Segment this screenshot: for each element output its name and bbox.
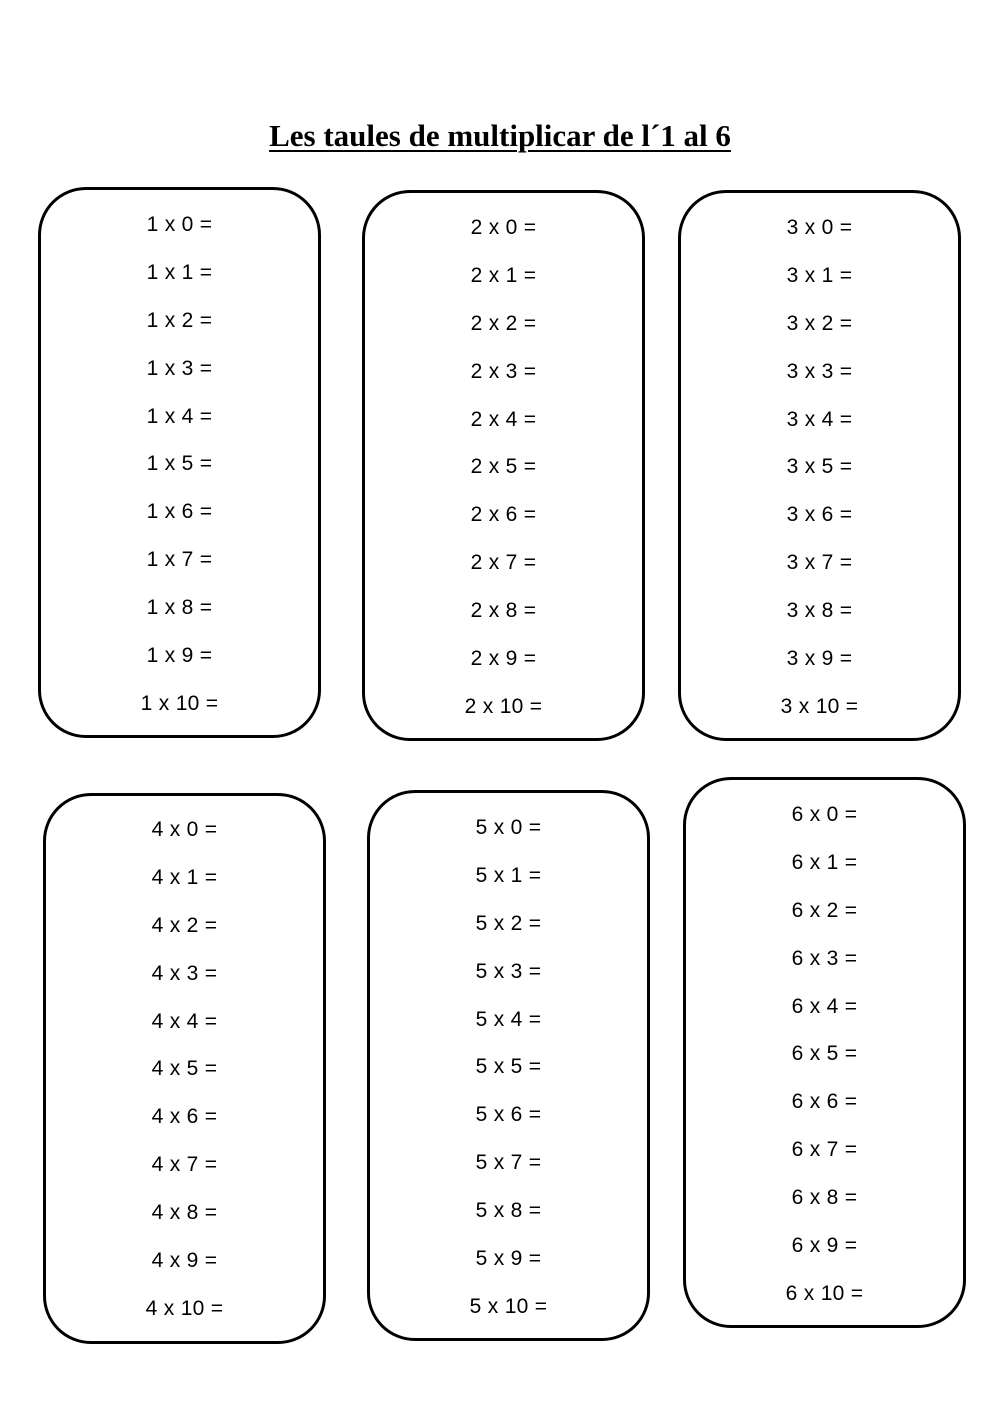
table-line: 5 x 0 =: [475, 816, 542, 839]
table-line: 6 x 1 =: [791, 850, 858, 874]
table-line: 2 x 2 =: [470, 311, 537, 335]
table-line: 3 x 0 =: [786, 216, 853, 239]
table-line: 6 x 2 =: [791, 898, 858, 922]
table-line: 4 x 2 =: [151, 913, 218, 937]
table-line: 6 x 3 =: [791, 946, 858, 970]
table-line: 3 x 2 =: [786, 311, 853, 335]
table-line: 6 x 4 =: [791, 994, 858, 1018]
table-4-lines: [46, 806, 323, 1333]
table-line: 6 x 8 =: [791, 1186, 858, 1210]
table-line: 2 x 5 =: [470, 455, 537, 479]
table-line: 2 x 1 =: [470, 263, 537, 287]
table-line: 5 x 3 =: [475, 959, 542, 983]
table-card-5: [367, 790, 650, 1341]
table-line: 5 x 7 =: [475, 1151, 542, 1175]
table-line: 3 x 5 =: [786, 455, 853, 479]
table-line: 1 x 7 =: [146, 548, 213, 572]
table-line: 3 x 9 =: [786, 647, 853, 671]
table-line: 2 x 10 =: [464, 694, 543, 718]
table-line: 4 x 7 =: [151, 1153, 218, 1177]
table-line: 1 x 1 =: [146, 260, 213, 284]
table-line: 5 x 6 =: [475, 1103, 542, 1127]
table-line: 5 x 1 =: [475, 863, 542, 887]
table-line: 2 x 6 =: [470, 503, 537, 527]
table-line: 3 x 3 =: [786, 359, 853, 383]
table-line: 5 x 4 =: [475, 1007, 542, 1031]
table-line: 1 x 2 =: [146, 308, 213, 332]
table-line: 2 x 0 =: [470, 216, 537, 239]
table-line: 3 x 8 =: [786, 599, 853, 623]
table-1-lines: [41, 201, 318, 728]
table-card-2: [362, 190, 645, 741]
table-line: 1 x 0 =: [146, 213, 213, 236]
table-line: 6 x 7 =: [791, 1138, 858, 1162]
table-line: 4 x 4 =: [151, 1009, 218, 1033]
table-line: 2 x 7 =: [470, 551, 537, 575]
table-line: 1 x 6 =: [146, 500, 213, 524]
table-line: 4 x 10 =: [145, 1296, 224, 1320]
table-line: 3 x 1 =: [786, 263, 853, 287]
table-line: 4 x 6 =: [151, 1105, 218, 1129]
table-line: 3 x 7 =: [786, 551, 853, 575]
table-line: 3 x 10 =: [780, 694, 859, 718]
table-card-6: [683, 777, 966, 1328]
table-line: 5 x 2 =: [475, 911, 542, 935]
table-2-lines: [365, 204, 642, 731]
table-line: 4 x 3 =: [151, 961, 218, 985]
table-line: 4 x 5 =: [151, 1057, 218, 1081]
table-line: 1 x 3 =: [146, 356, 213, 380]
table-card-4: [43, 793, 326, 1344]
table-6-lines: [686, 791, 963, 1318]
page-title: Les taules de multiplicar de l´1 al 6: [269, 118, 731, 153]
table-line: 4 x 8 =: [151, 1201, 218, 1225]
table-line: 5 x 5 =: [475, 1055, 542, 1079]
table-line: 6 x 5 =: [791, 1042, 858, 1066]
table-card-3: [678, 190, 961, 741]
table-line: 6 x 9 =: [791, 1234, 858, 1258]
table-5-lines: [370, 804, 647, 1331]
table-line: 2 x 8 =: [470, 599, 537, 623]
table-3-lines: [681, 204, 958, 731]
table-line: 4 x 1 =: [151, 865, 218, 889]
table-line: 1 x 10 =: [140, 691, 219, 715]
table-line: 1 x 9 =: [146, 644, 213, 668]
table-line: 1 x 8 =: [146, 596, 213, 620]
table-line: 1 x 4 =: [146, 404, 213, 428]
table-line: 6 x 0 =: [791, 803, 858, 826]
table-line: 3 x 6 =: [786, 503, 853, 527]
table-line: 4 x 0 =: [151, 818, 218, 841]
table-line: 2 x 4 =: [470, 407, 537, 431]
table-line: 6 x 6 =: [791, 1090, 858, 1114]
table-line: 2 x 9 =: [470, 647, 537, 671]
table-line: 6 x 10 =: [785, 1281, 864, 1305]
table-line: 5 x 8 =: [475, 1199, 542, 1223]
table-line: 5 x 10 =: [469, 1294, 548, 1318]
table-line: 2 x 3 =: [470, 359, 537, 383]
table-card-1: [38, 187, 321, 738]
table-line: 5 x 9 =: [475, 1247, 542, 1271]
table-line: 1 x 5 =: [146, 452, 213, 476]
table-line: 4 x 9 =: [151, 1249, 218, 1273]
table-line: 3 x 4 =: [786, 407, 853, 431]
